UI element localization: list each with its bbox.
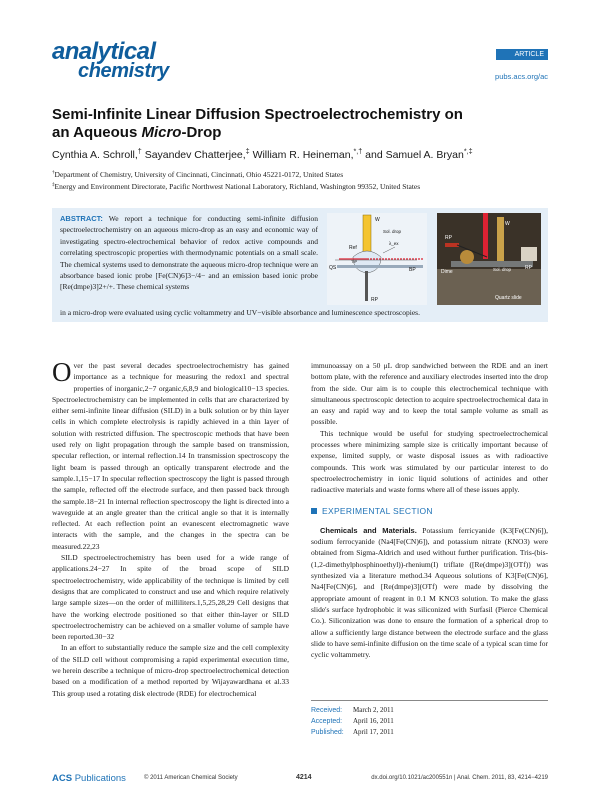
date-published: Published: April 17, 2011 — [311, 728, 394, 736]
svg-text:Sol. drop: Sol. drop — [383, 229, 402, 234]
body-paragraph-chemicals: Chemicals and Materials. Potassium ferricyanide (K3[Fe(CN)6]), sodium ferrocyanide (Na4[Fe(CN)6]), and potassium nitrate (KNO3) were obtained from Sigma-Aldrich and used without further purification. Tris-(bis-(1,2-dimethylphosphinoethyl))-rhenium(I) triflate ([Re(dmpe)3](OTf)) was synthesized via a literature method.34 Aqueous solutions of K3[Fe(CN)6], Na4[Fe(CN)6], and [Re(dmpe)3](OTf) were made by dissolving the appropriate amount of reagent in 0.1 M KNO3 solution. To make the glass slide's surface hydrophobic it was siliconized with Surfasil (Pierce Chemical Co.). Siliconization was done to ensure the formation of a spherical drop to allow a sufficiently large distance between the electrode surface and the glass slide to have semi-infinite diffusion on the time scale of a typical scan time for cyclic voltammetry. — [311, 525, 549, 660]
drop-cap: O — [52, 357, 72, 387]
doi-citation[interactable]: dx.doi.org/10.1021/ac200551n | Anal. Chem. 2011, 83, 4214−4219 — [371, 775, 548, 781]
article-title — [52, 106, 552, 142]
page-footer — [52, 774, 548, 784]
article-type-badge: ARTICLE — [496, 49, 548, 60]
author-2[interactable]: Sayandev Chatterjee, — [144, 149, 246, 161]
author-3[interactable]: William R. Heineman, — [252, 149, 354, 161]
journal-logo — [52, 40, 202, 81]
svg-text:Quartz slide: Quartz slide — [495, 295, 522, 301]
author-4[interactable]: and Samuel A. Bryan — [365, 149, 464, 161]
svg-text:W: W — [505, 221, 510, 227]
body-right-column — [311, 360, 548, 660]
author-list: Cynthia A. Schroll,† Sayandev Chatterjee,‡ William R. Heineman,*,† and Samuel A. Bryan*,‡ — [52, 147, 473, 161]
svg-text:RP: RP — [445, 235, 452, 241]
affiliation-2: ‡Energy and Environment Directorate, Pacific Northwest National Laboratory, Richland, Washington 99352, United States — [52, 181, 421, 191]
svg-text:RP: RP — [525, 265, 532, 271]
body-paragraph-2: SILD spectroelectrochemistry has been used for a wide range of applications.24−27 In spite of the broad scope of SILD spectroelectrochemistry, wide applicability of the technique is limited by cell designs that are complicated to construct and use and which require relatively large sample sizes—on the order of milliliters.1,5,25,28,29 Cell designs that have the working electrode positioned so that either thin-layer or SILD spectroelectrochemistry can be achieved on a smaller volume of sample have been reported.30−32 — [52, 553, 289, 642]
svg-text:Ref: Ref — [349, 245, 357, 251]
date-received: Received: March 2, 2011 — [311, 706, 394, 714]
acs-publications-logo: ACS Publications — [52, 773, 126, 784]
journal-url[interactable]: pubs.acs.org/ac — [495, 72, 548, 81]
affiliation-1: †Department of Chemistry, University of Cincinnati, Cincinnati, Ohio 45221-0172, United States — [52, 169, 344, 179]
abstract-text: ABSTRACT: We report a technique for conducting semi-infinite diffusion spectroelectrochemistry on an aqueous micro-drop as an easy and economic way of investigating spectro-electrochemical behavior of redox active compounds and correlating spectroscopic properties with thermodynamic potentials on a small scale. The chemical systems used to demonstrate the aqueous micro-drop technique were an absorbance based ionic probe [Fe(CN)6]3−/4− and an emission based ionic probe [Re(dmpe)3]2+/+. These chemical systems — [60, 214, 318, 292]
title-line-2: an Aqueous Micro-Drop — [52, 124, 222, 141]
author-1[interactable]: Cynthia A. Schroll, — [52, 149, 138, 161]
title-line-1: Semi-Infinite Linear Diffusion Spectroelectrochemistry on — [52, 106, 463, 123]
body-paragraph-3: In an effort to substantially reduce the sample size and the cell complexity of the SILD cell without compromising a rapid experimental execution time, we herein describe a technique of micro-drop spectroelectrochemical detection based on a modification of a method reported by Wijayawardhana et al.33 This group used a rotating disk electrode (RDE) for electrochemical — [52, 643, 289, 698]
section-heading-experimental: EXPERIMENTAL SECTION — [311, 506, 548, 517]
svg-text:λ_ex: λ_ex — [389, 241, 399, 246]
toc-photo — [437, 213, 541, 305]
body-paragraph-5: This technique would be useful for studying spectroelectrochemical processes where minimizing sample size is critically important because of expense, limited supply, or waste disposal issues as with radioactive compounds. This work was stimulated by our particular interest to do spectroelectrochemistry in ionic liquid solutions of actinides and other radioactive materials and waste forms where all of these issues apply. — [311, 428, 548, 495]
copyright: © 2011 American Chemical Society — [144, 775, 238, 781]
svg-text:BP: BP — [409, 267, 416, 273]
logo-line-analytical: analytical — [52, 38, 156, 65]
section-marker-icon — [311, 508, 317, 514]
page-number: 4214 — [296, 774, 312, 781]
svg-text:RP: RP — [371, 297, 378, 303]
date-accepted: Accepted: April 16, 2011 — [311, 717, 394, 725]
logo-line-chemistry: chemistry — [78, 60, 169, 82]
svg-text:TIP: TIP — [351, 259, 358, 264]
toc-graphic — [327, 213, 541, 305]
abstract-final-line: in a micro-drop were evaluated using cyclic voltammetry and UV−visible absorbance and luminescence spectroscopies. — [60, 308, 420, 317]
working-electrode-shape — [363, 215, 371, 257]
rp-probe-shape — [365, 271, 368, 301]
svg-text:QS: QS — [329, 265, 337, 271]
body-paragraph-1: Over the past several decades spectroelectrochemistry has gained importance as a technique for measuring the redox1 and spectral properties of inorganic,2−7 organic,6,8,9 and biological10−13 species. Spectroelectrochemistry can be implemented in cells that are characterized by either semi-infinite linear diffusion (SILD) in a bulk solution or by thin layer cells in which complete electrolysis is rapidly achieved in a thin layer of solution with restricted diffusion. The spectroscopic methods that have been used rely on light propagation through the sample based on transmission, specular reflection, or internal reflection.14 In transmission spectroscopy the light beam is passed through an optically transparent electrode and the sample.1,15−17 In specular reflection spectroscopy the light is passed through the sample, reflected off the electrode surface, and then passed back through the sample.18−21 In internal reflection spectroscopy the light is directed into a waveguide at an angle greater than the critical angle so that it is internally reflected. At each reflection point an evanescent electromagnetic wave interacts with the sample, and the changes in the spectra can be measured.22,23 — [52, 357, 289, 551]
svg-text:W: W — [375, 217, 380, 223]
publication-dates — [311, 700, 548, 738]
abstract-box — [52, 208, 548, 322]
svg-text:Dime: Dime — [441, 269, 453, 275]
body-paragraph-4: immunoassay on a 50 μL drop sandwiched between the RDE and an inert bottom plate, with the reference and auxiliary electrodes inserted into the drop from the side. Our aim is to couple this electrochemical technique with simultaneous spectroscopic detection to acquire spectroelectrochemical data in an easy and rapid way and to keep the total sample volume as small as possible. — [311, 361, 548, 427]
body-left-column — [52, 357, 289, 699]
svg-text:Sol. drop: Sol. drop — [493, 267, 512, 272]
